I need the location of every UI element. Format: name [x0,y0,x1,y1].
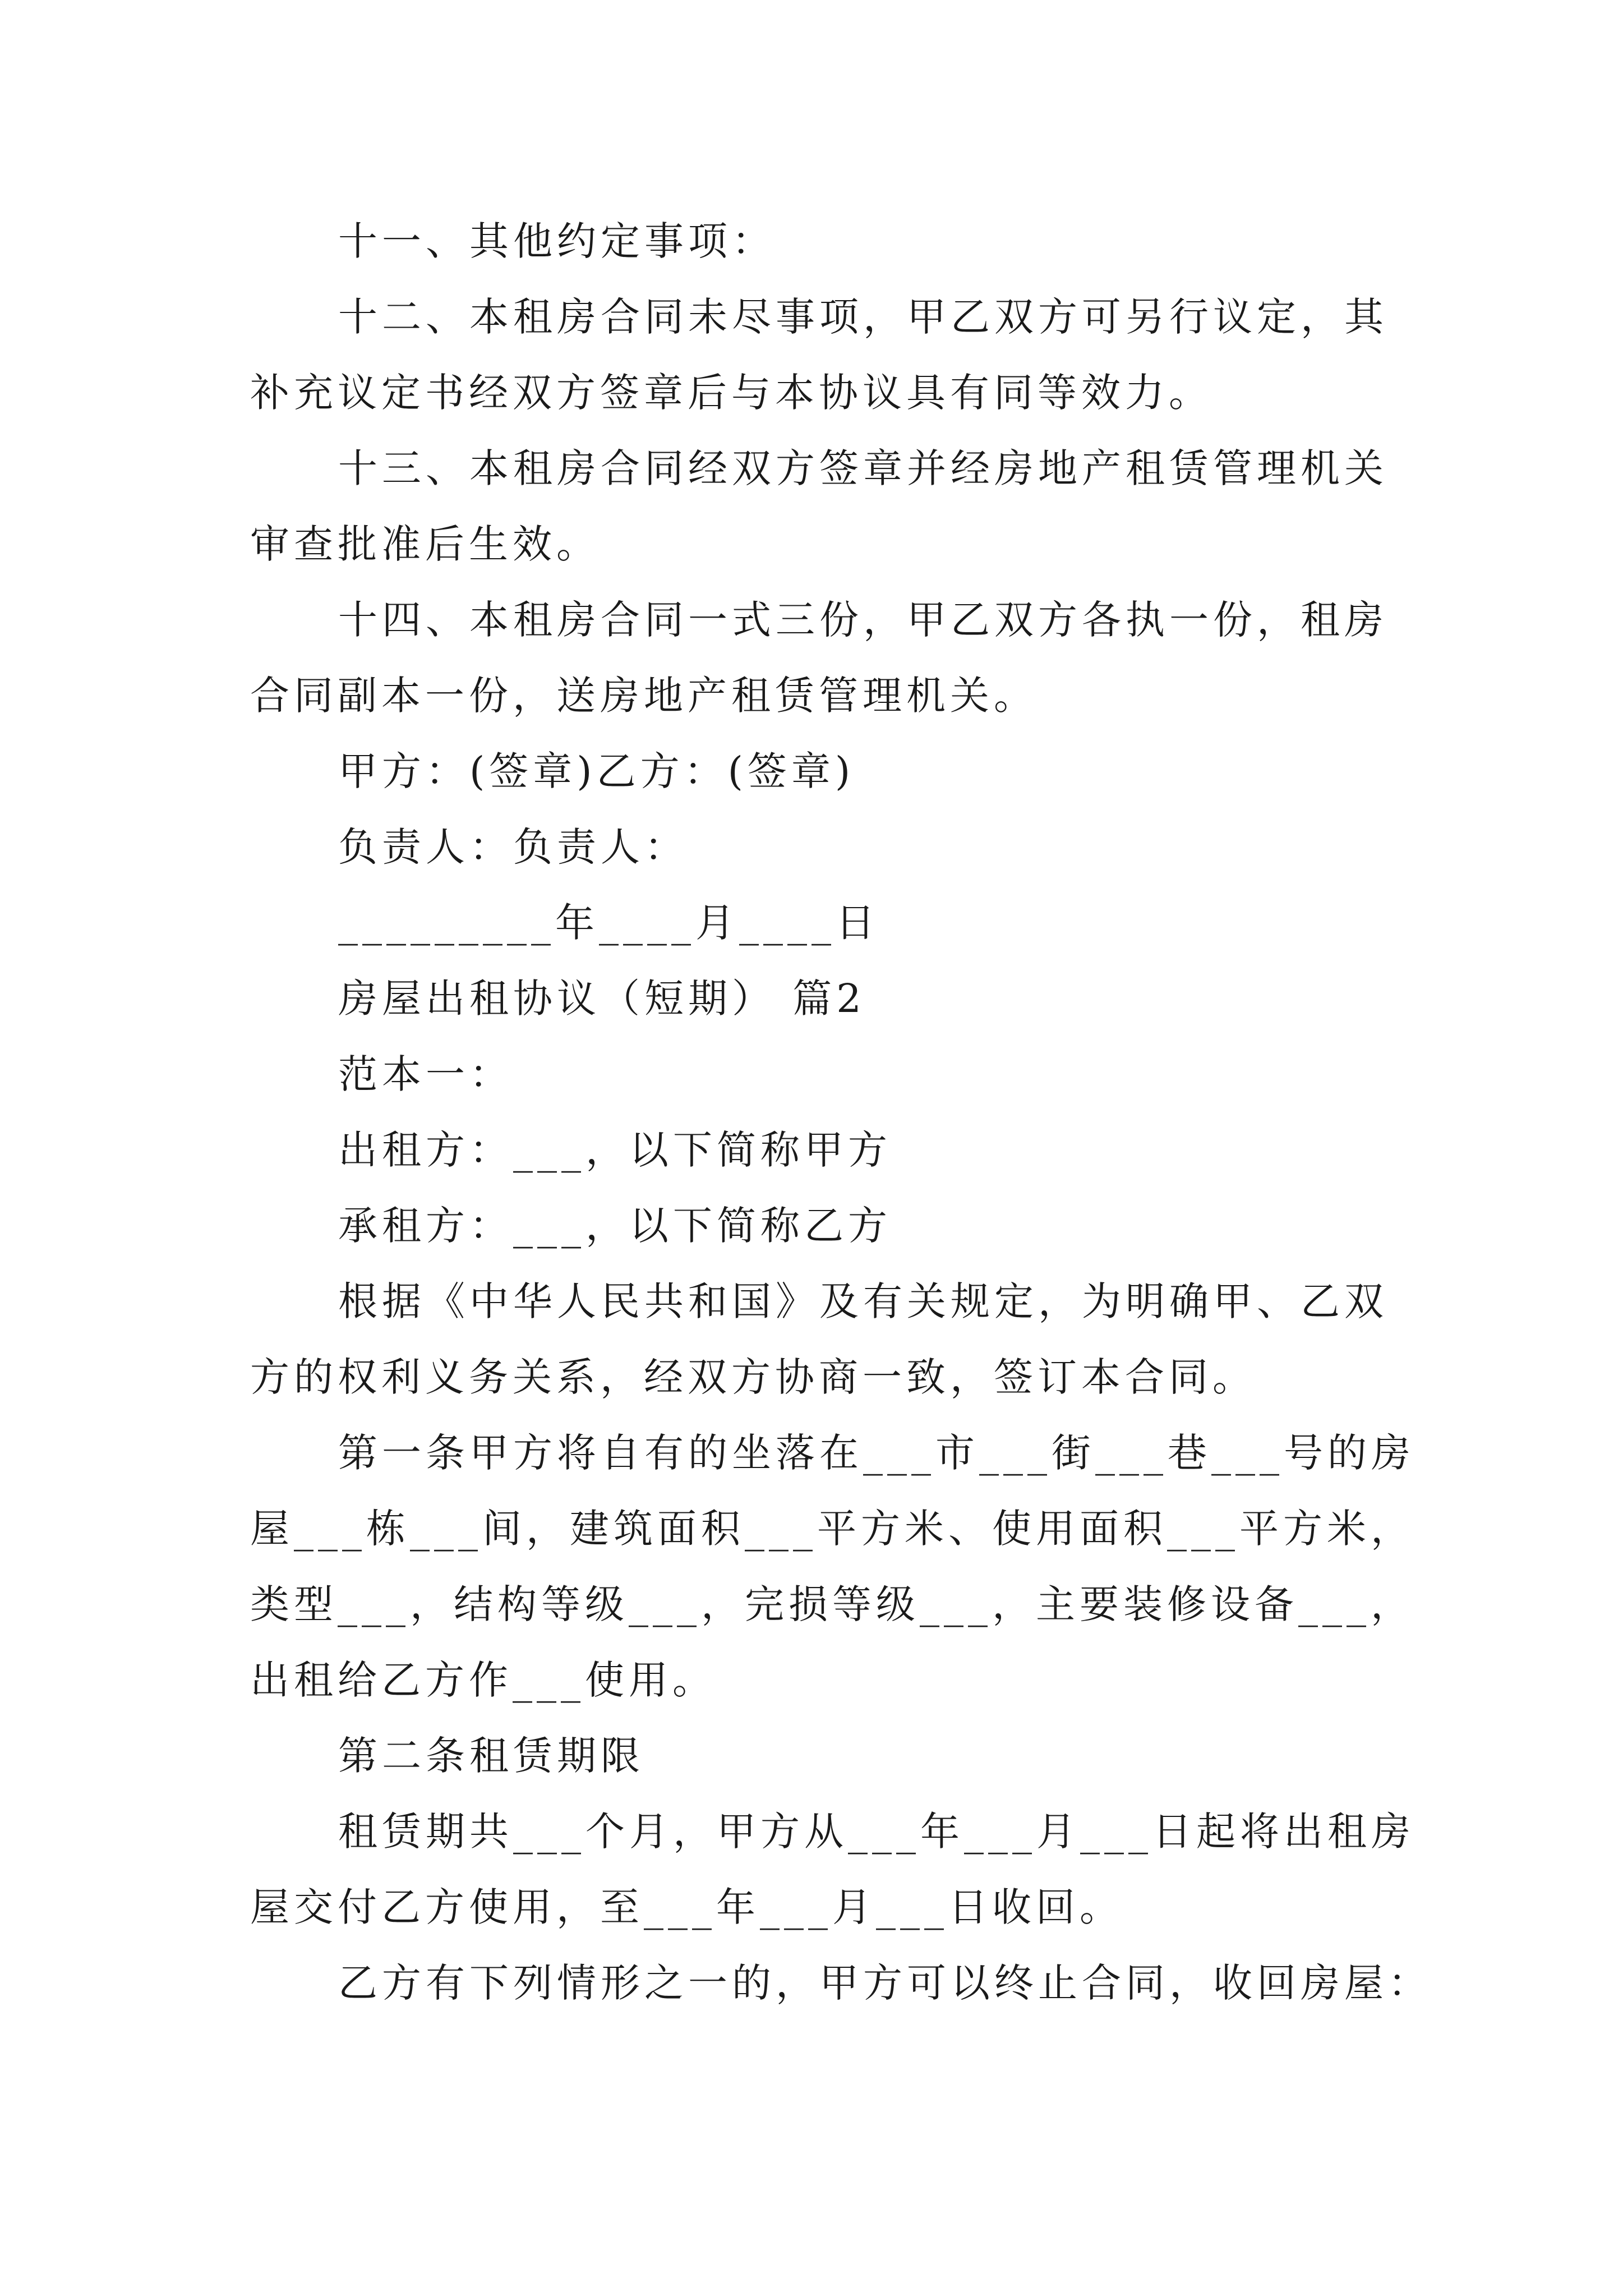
lessor-line: 出租方：___，以下简称甲方 [338,1127,892,1173]
preamble-line-2: 方的权利义务关系，经双方协商一致，签订本合同。 [250,1354,1256,1400]
termination-line: 乙方有下列情形之一的，甲方可以终止合同，收回房屋： [338,1960,1432,2006]
section-title: 房屋出租协议（短期） 篇2 [338,976,866,1022]
clause-14-line-1: 十四、本租房合同一式三份，甲乙双方各执一份，租房 [338,597,1388,643]
article-2-heading: 第二条租赁期限 [338,1733,644,1779]
responsible-line: 负责人：负责人： [338,824,688,870]
article-1-line-2: 屋___栋___间，建筑面积___平方米、使用面积___平方米， [250,1506,1414,1552]
lease-term-line-1: 租赁期共___个月，甲方从___年___月___日起将出租房 [338,1809,1415,1855]
article-1-line-3: 类型___，结构等级___，完损等级___，主要装修设备___， [250,1581,1414,1627]
clause-13-line-1: 十三、本租房合同经双方签章并经房地产租赁管理机关 [338,445,1388,491]
clause-12-line-1: 十二、本租房合同未尽事项，甲乙双方可另行议定，其 [338,294,1388,340]
lessee-line: 承租方：___，以下简称乙方 [338,1203,892,1249]
lease-term-line-2: 屋交付乙方使用，至___年___月___日收回。 [250,1884,1123,1930]
article-1-line-1: 第一条甲方将自有的坐落在___市___街___巷___号的房 [338,1430,1415,1476]
clause-11: 十一、其他约定事项： [338,218,776,264]
clause-12-line-2: 补充议定书经双方签章后与本协议具有同等效力。 [250,370,1212,416]
clause-14-line-2: 合同副本一份，送房地产租赁管理机关。 [250,673,1038,719]
clause-13-line-2: 审查批准后生效。 [250,521,600,567]
preamble-line-1: 根据《中华人民共和国》及有关规定，为明确甲、乙双 [338,1278,1388,1324]
date-line: _________年____月____日 [338,900,879,946]
signature-line: 甲方：(签章)乙方：(签章) [338,748,855,794]
template-label: 范本一： [338,1051,513,1097]
article-1-line-4: 出租给乙方作___使用。 [250,1657,716,1703]
